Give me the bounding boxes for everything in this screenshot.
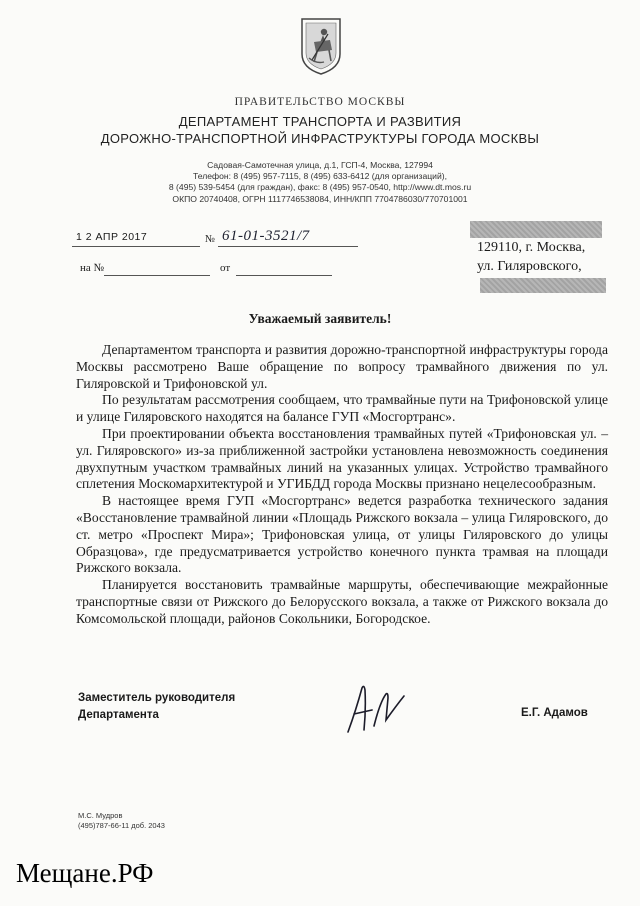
date-underline [72, 246, 200, 247]
signatory-title-line-1: Заместитель руководителя [78, 692, 236, 704]
recipient-address-line-1: 129110, г. Москва, [477, 240, 586, 255]
handwritten-signature [340, 680, 410, 740]
letter-body [76, 342, 608, 628]
contact-line: ОКПО 20740408, ОГРН 1117746538084, ИНН/КПП 7704786030/770701001 [172, 193, 468, 204]
paragraph: При проектировании объекта восстановления трамвайных путей «Трифоновская ул. – ул. Гиляровского» из-за приближенной застройки установлена невозможность соединения двухпутным участком трамвайных линий на указанных улицах. Устройство трамвайного сплетения Москомархитектурой и УГИБДД города Москвы признано нецелесообразным. [76, 425, 608, 492]
contact-line: Телефон: 8 (495) 957-7115, 8 (495) 633-6412 (для организаций), [192, 171, 448, 182]
government-name: ПРАВИТЕЛЬСТВО МОСКВЫ [234, 96, 406, 108]
contact-line: Садовая-Самотечная улица, д.1, ГСП-4, Москва, 127994 [207, 160, 433, 170]
number-label: № [205, 234, 216, 245]
contact-line: 8 (495) 539-5454 (для граждан), факс: 8 (495) 957-0540, http://www.dt.mos.ru [168, 182, 472, 193]
executor-info [78, 811, 165, 831]
moscow-coat-of-arms-icon [300, 16, 342, 76]
paragraph: По результатам рассмотрения сообщаем, что трамвайные пути на Трифоновской улице и улице Гиляровского находятся на балансе ГУП «Мосгортранс». [76, 392, 608, 425]
department-line-2: ДОРОЖНО-ТРАНСПОРТНОЙ ИНФРАСТРУКТУРЫ ГОРОДА МОСКВЫ [100, 131, 540, 146]
recipient-address-line-2: ул. Гиляровского, [477, 259, 582, 274]
greeting: Уважаемый заявитель! [248, 311, 392, 326]
from-label: от [220, 262, 231, 274]
paragraph: Планируется восстановить трамвайные маршруты, обеспечивающие межрайонные транспортные связи от Рижского до Белорусского вокзала, а также от Рижского вокзала до Комсомольской площади, районов Сокольники, Богородское. [76, 577, 608, 626]
signatory-name: Е.Г. Адамов [521, 707, 588, 719]
number-underline [218, 246, 358, 247]
registration-date: 1 2 АПР 2017 [76, 231, 148, 243]
reference-underline [104, 275, 210, 276]
reference-label: на № [80, 262, 105, 274]
executor-name: М.С. Мудров [78, 811, 123, 820]
signatory-title [78, 690, 235, 724]
department-line-1: ДЕПАРТАМЕНТ ТРАНСПОРТА И РАЗВИТИЯ [178, 114, 462, 129]
department-name [0, 113, 640, 147]
paragraph: В настоящее время ГУП «Мосгортранс» ведется разработка технического задания «Восстановление трамвайной линии «Площадь Рижского вокзала – улица Гиляровского, до ст. метро «Проспект Мира»; Трифоновская улица, от улицы Гиляровского до улицы Образцова», где предусматривается устройство конечного пункта трамвая на площади Рижского вокзала. [76, 493, 608, 576]
paragraph: Департаментом транспорта и развития дорожно-транспортной инфраструктуры города Москвы рассмотрено Ваше обращение по вопросу трамвайного движения по ул. Гиляровской и Трифоновской ул. [76, 342, 608, 391]
executor-phone: (495)787-66-11 доб. 2043 [78, 821, 165, 830]
registration-number: 61-01-3521/7 [222, 228, 310, 244]
site-watermark: Мещане.РФ [16, 858, 154, 888]
from-underline [236, 275, 332, 276]
redacted-recipient-address [480, 278, 606, 293]
signatory-title-line-2: Департамента [78, 709, 159, 721]
contact-block [150, 160, 490, 205]
redacted-recipient-name [470, 221, 602, 238]
